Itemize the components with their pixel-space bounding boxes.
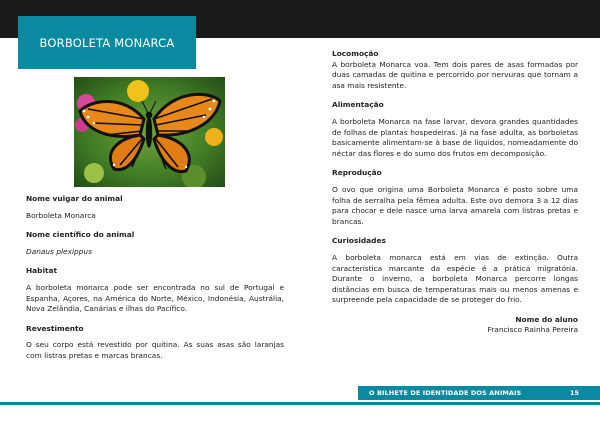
covering-text: O seu corpo está revestido por quitina. As suas asas são laranjas com listras pretas e marcas brancas. <box>26 340 284 360</box>
scientific-name-heading: Nome científico do animal <box>26 230 135 240</box>
author-label: Nome do aluno <box>515 314 578 324</box>
habitat-heading: Habitat <box>26 266 58 276</box>
habitat-text: A borboleta monarca pode ser encontrada no sul de Portugal e Espanha, Açores, na América do Norte, México, Indonésia, Austrália, Nova Zelândia, Canárias e ilhas do Pacífico. <box>26 282 284 314</box>
locomotion-heading: Locomoção <box>332 49 379 58</box>
title-banner <box>18 16 196 69</box>
scientific-name-value: Danaus plexippus <box>26 246 92 256</box>
curiosities-text: A borboleta monarca está em vias de extinção. Outra característica marcante da espécie é a prática migratória. Durante o inverno, a borboleta Monarca percorre longas distâncias em busca de temperaturas mais ou menos amenas e surpreende pela capacidade de se proteger do frio. <box>332 252 578 305</box>
locomotion-text: A borboleta Monarca voa. Tem dois pares de asas formadas por duas camadas de quitina e percorrido por nervuras que tornam a asa mais resistente. <box>332 59 578 90</box>
common-name-value: Borboleta Monarca <box>26 210 96 220</box>
right-column <box>332 49 578 336</box>
covering-heading: Revestimento <box>26 323 84 333</box>
page-number: 15 <box>570 389 580 397</box>
food-text: A borboleta Monarca na fase larvar, devora grandes quantidades de folhas de plantas hospedeiras. Já na fase adulta, as borboletas basicamente alimentam-se à base de líquidos, nomeadamente do néctar das flores e do sumo dos frutos em decomposição. <box>332 116 578 158</box>
butterfly-photo <box>74 77 225 187</box>
left-column <box>26 194 284 371</box>
reproduction-text: O ovo que origina uma Borboleta Monarca é posto sobre uma folha de serralha pela fêmea adulta. Este ovo demora 3 a 12 dias para chocar e dele nasce uma larva amarela com listras pretas e brancas. <box>332 184 578 226</box>
author-name: Francisco Rainha Pereira <box>487 325 578 335</box>
footer-line <box>0 402 600 405</box>
common-name-heading: Nome vulgar do animal <box>26 194 123 203</box>
author-block <box>332 315 578 336</box>
reproduction-heading: Reprodução <box>332 168 382 178</box>
curiosities-heading: Curiosidades <box>332 236 386 246</box>
food-heading: Alimentação <box>332 100 384 110</box>
footer-title: O BILHETE DE IDENTIDADE DOS ANIMAIS <box>369 389 522 397</box>
page-title: BORBOLETA MONARCA <box>39 35 175 50</box>
